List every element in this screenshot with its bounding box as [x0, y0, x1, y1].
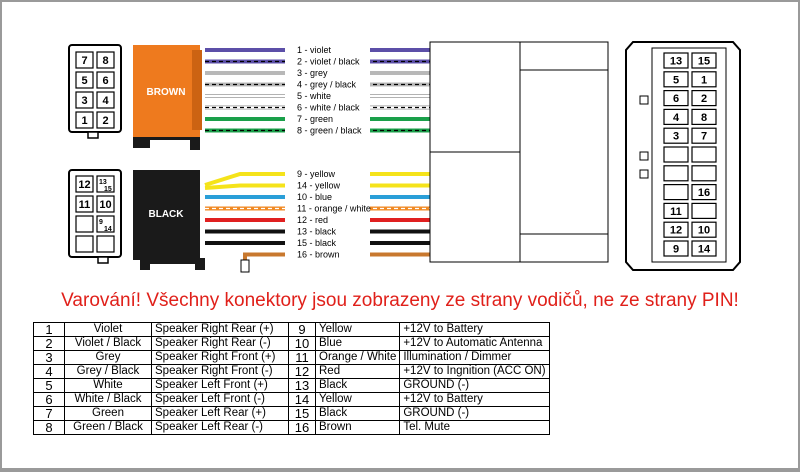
table-row: [34, 393, 550, 407]
black-pin-number: 14: [104, 226, 112, 233]
wire-color: Blue: [316, 337, 400, 351]
wire-color: Black: [316, 379, 400, 393]
pin-number: 14: [289, 393, 316, 407]
wire-color: Yellow: [316, 323, 400, 337]
pin-function: Illumination / Dimmer: [400, 351, 549, 365]
wire-color: Black: [316, 407, 400, 421]
pin-function: Speaker Right Front (-): [152, 365, 289, 379]
wire-label: 7 - green: [297, 114, 334, 124]
wire-color: Yellow: [316, 393, 400, 407]
pin-function: +12V to Battery: [400, 393, 549, 407]
table-row: [34, 379, 550, 393]
brown-pin-number: 1: [81, 115, 88, 127]
brown-pin-number: 3: [81, 95, 88, 107]
iso-pin-number: 10: [697, 224, 711, 237]
pin-function: +12V to Automatic Antenna: [400, 337, 549, 351]
table-row: [34, 365, 550, 379]
iso-pin-number: 9: [672, 243, 680, 256]
black-pin-map: [69, 170, 121, 263]
wire-color: Grey / Black: [65, 365, 152, 379]
wire-label: 15 - black: [297, 238, 337, 248]
iso-plug-housing: [430, 42, 608, 262]
iso-pin-cell: [664, 185, 688, 200]
brown-connector-label: BROWN: [146, 87, 186, 98]
pin-number: 1: [34, 323, 65, 337]
brown-pin-number: 2: [102, 115, 109, 127]
wire-color: Green: [65, 407, 152, 421]
pin-number: 12: [289, 365, 316, 379]
wire-label: 9 - yellow: [297, 169, 336, 179]
wire-label: 1 - violet: [297, 45, 332, 55]
iso-pin-cell: [692, 166, 716, 181]
iso-plug-face: [626, 42, 740, 270]
pin-function: Speaker Left Rear (-): [152, 421, 289, 435]
pin-number: 6: [34, 393, 65, 407]
wire-color: Green / Black: [65, 421, 152, 435]
pin-function: Speaker Left Front (+): [152, 379, 289, 393]
wire-label: 4 - grey / black: [297, 79, 357, 90]
brown-pin-number: 6: [102, 75, 109, 87]
pin-function: GROUND (-): [400, 379, 549, 393]
pin-number: 9: [289, 323, 316, 337]
iso-pin-number: 5: [672, 74, 680, 87]
pin-function: Speaker Left Rear (+): [152, 407, 289, 421]
iso-pin-number: 1: [700, 74, 708, 87]
wire-label: 16 - brown: [297, 249, 340, 260]
iso-pin-number: 3: [672, 130, 680, 143]
black-pin-number: 13: [99, 179, 107, 186]
iso-pin-number: 16: [697, 187, 711, 200]
table-row: [34, 407, 550, 421]
pin-function: +12V to Battery: [400, 323, 549, 337]
black-pin-number: 15: [104, 186, 112, 193]
brown-connector: [133, 45, 202, 150]
iso-pin-number: 7: [700, 130, 708, 143]
iso-pin-number: 6: [672, 93, 680, 106]
pin-function: Speaker Right Rear (-): [152, 337, 289, 351]
pin-number: 16: [289, 421, 316, 435]
iso-pin-cell: [664, 147, 688, 162]
pin-number: 13: [289, 379, 316, 393]
wire-label-group: [285, 45, 371, 260]
wire-label: 10 - blue: [297, 192, 333, 202]
wire-color: Grey: [65, 351, 152, 365]
table-row: [34, 351, 550, 365]
brown-pin-number: 4: [102, 95, 109, 107]
iso-pin-cell: [664, 166, 688, 181]
iso-pin-number: 8: [700, 111, 708, 124]
table-row: [34, 323, 550, 337]
pin-function: Speaker Right Front (+): [152, 351, 289, 365]
brown-pin-map: [69, 45, 121, 138]
wire-label: 14 - yellow: [297, 180, 341, 191]
black-pin-number: 11: [78, 199, 91, 211]
wire-label: 3 - grey: [297, 68, 328, 78]
pin-number: 5: [34, 379, 65, 393]
iso-pin-number: 4: [672, 111, 680, 124]
wire-label: 8 - green / black: [297, 125, 362, 136]
pinout-table: [33, 322, 550, 435]
pin-function: GROUND (-): [400, 407, 549, 421]
pin-function: +12V to Ingnition (ACC ON): [400, 365, 549, 379]
pin-function: Speaker Left Front (-): [152, 393, 289, 407]
pin-number: 3: [34, 351, 65, 365]
pin-function: Speaker Right Rear (+): [152, 323, 289, 337]
iso-pin-cell: [692, 147, 716, 162]
brown-pin-number: 7: [81, 55, 88, 67]
black-connector-label: BLACK: [148, 209, 184, 220]
table-row: [34, 337, 550, 351]
pin-number: 10: [289, 337, 316, 351]
wire-color: Violet / Black: [65, 337, 152, 351]
wire-label: 5 - white: [297, 91, 332, 101]
pin-number: 2: [34, 337, 65, 351]
black-pin-number: 10: [99, 199, 112, 211]
table-row: [34, 421, 550, 435]
black-pin-cell: [76, 236, 93, 252]
wire-label: 13 - black: [297, 226, 337, 237]
pin-number: 11: [289, 351, 316, 365]
pin-number: 15: [289, 407, 316, 421]
pin-function: Tel. Mute: [400, 421, 549, 435]
iso-pin-number: 11: [670, 205, 682, 218]
pin-number: 8: [34, 421, 65, 435]
brown-pin-number: 5: [81, 75, 88, 87]
black-pin-number: 12: [78, 179, 91, 191]
wire-label: 2 - violet / black: [297, 56, 360, 67]
black-pin-cell: [76, 216, 93, 232]
black-pin-cell: [97, 236, 114, 252]
warning-text: Varování! Všechny konektory jsou zobrazeny ze strany vodičů, ne ze strany PIN!: [61, 290, 739, 311]
pin-number: 7: [34, 407, 65, 421]
pin-number: 4: [34, 365, 65, 379]
black-connector: [133, 170, 205, 270]
iso-pin-number: 12: [669, 224, 683, 237]
brown-pin-number: 8: [102, 55, 109, 67]
iso-pin-number: 13: [669, 55, 683, 68]
black-pin-number: 9: [99, 219, 103, 226]
wire-color: Orange / White: [316, 351, 400, 365]
wire-color: Red: [316, 365, 400, 379]
wire-color: White: [65, 379, 152, 393]
wire-label: 11 - orange / white: [297, 203, 371, 214]
iso-pin-number: 15: [697, 55, 711, 68]
wire-label: 12 - red: [297, 215, 329, 225]
wire-label: 6 - white / black: [297, 102, 360, 113]
wire-color: White / Black: [65, 393, 152, 407]
wire-color: Brown: [316, 421, 400, 435]
iso-pin-number: 14: [697, 243, 711, 256]
iso-pin-number: 2: [700, 93, 708, 106]
wire-color: Violet: [65, 323, 152, 337]
iso-pin-cell: [692, 203, 716, 218]
